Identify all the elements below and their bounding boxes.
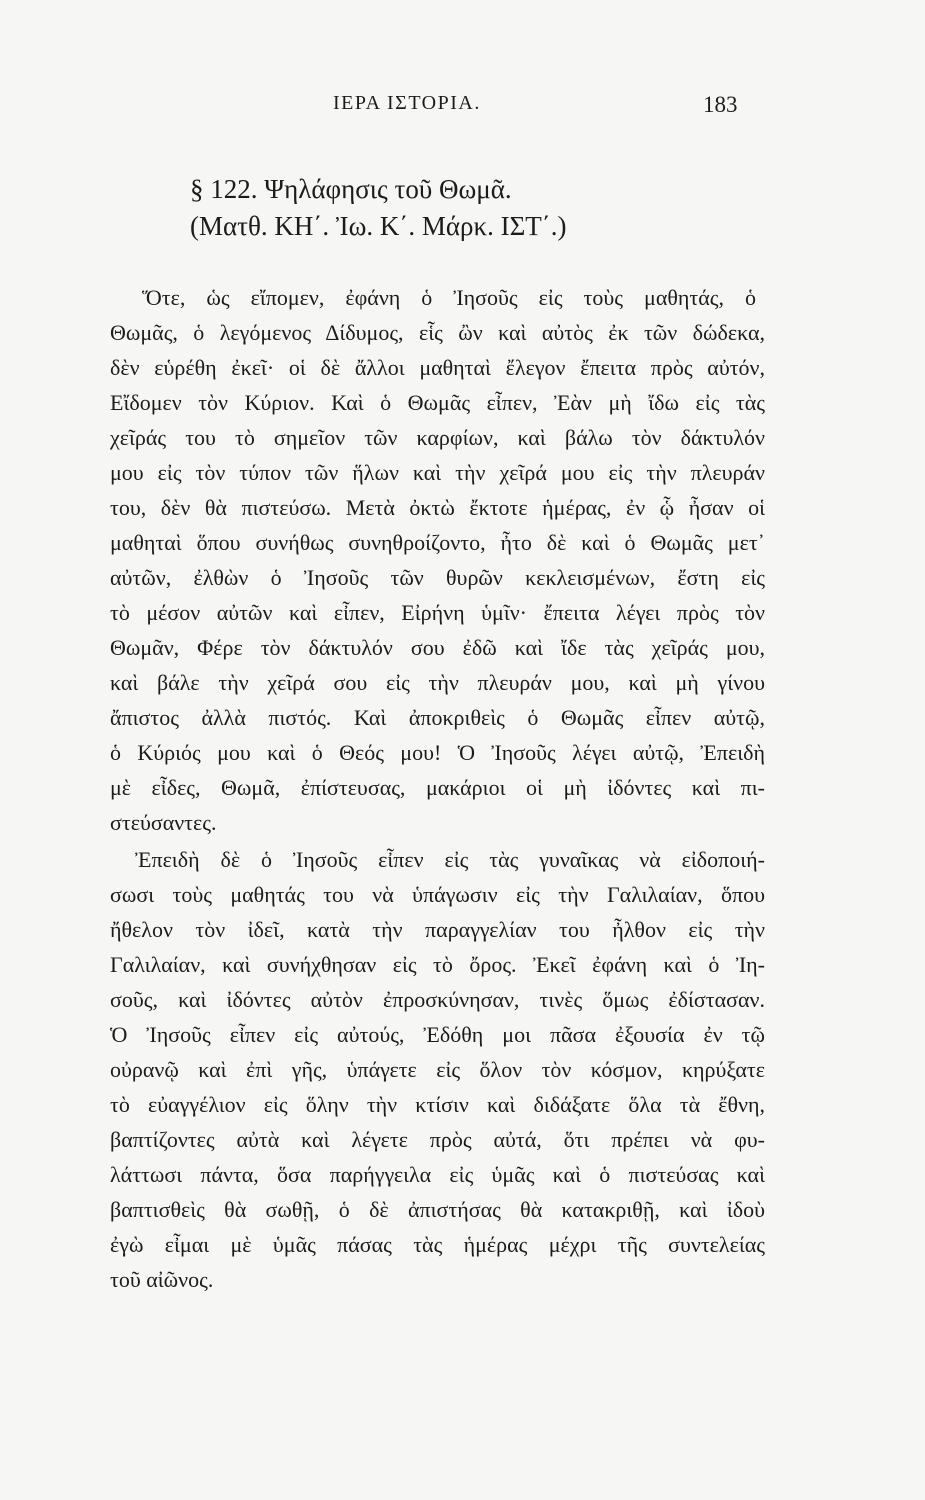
section-references: (Ματθ. ΚΗ΄. Ἰω. Κ΄. Μάρκ. ΙΣΤ΄.) [190, 211, 567, 241]
running-head [0, 92, 925, 122]
paragraph-1-line: Εἴδομεν τὸν Κύριον. Καὶ ὁ Θωμᾶς εἶπεν, Ἐὰν μὴ ἴδω εἰς τὰς [110, 390, 765, 415]
paragraph-1-line: δὲν εὑρέθη ἐκεῖ· οἱ δὲ ἄλλοι μαθηταὶ ἔλεγον ἔπειτα πρὸς αὐτόν, [110, 355, 765, 380]
paragraph-1-line: Θωμᾶς, ὁ λεγόμενος Δίδυμος, εἷς ὢν καὶ αὐτὸς ἐκ τῶν δώδεκα, [110, 320, 765, 345]
paragraph-2-line: σωσι τοὺς μαθητάς του νὰ ὑπάγωσιν εἰς τὴν Γαλιλαίαν, ὅπου [110, 882, 765, 907]
running-title: ΙΕΡΑ ΙΣΤΟΡΙΑ. [333, 92, 481, 114]
paragraph-2-line: τὸ εὐαγγέλιον εἰς ὅλην τὴν κτίσιν καὶ διδάξατε ὅλα τὰ ἔθνη, [110, 1092, 765, 1117]
paragraph-1-line: Θωμᾶν, Φέρε τὸν δάκτυλόν σου ἐδῶ καὶ ἴδε τὰς χεῖράς μου, [110, 635, 765, 660]
section-title: § 122. Ψηλάφησις τοῦ Θωμᾶ. [190, 174, 512, 204]
paragraph-1-line: χεῖράς του τὸ σημεῖον τῶν καρφίων, καὶ βάλω τὸν δάκτυλόν [110, 425, 765, 450]
paragraph-2-line: τοῦ αἰῶνος. [110, 1267, 214, 1292]
paragraph-1-line: στεύσαντες. [110, 810, 217, 835]
paragraph-1-line: καὶ βάλε τὴν χεῖρά σου εἰς τὴν πλευράν μου, καὶ μὴ γίνου [110, 670, 765, 695]
paragraph-2-line: Γαλιλαίαν, καὶ συνήχθησαν εἰς τὸ ὄρος. Ἐκεῖ ἐφάνη καὶ ὁ Ἰη- [110, 952, 765, 977]
paragraph-2-line: ἐγὼ εἶμαι μὲ ὑμᾶς πάσας τὰς ἡμέρας μέχρι τῆς συντελείας [110, 1232, 765, 1257]
paragraph-1-line: τὸ μέσον αὐτῶν καὶ εἶπεν, Εἰρήνη ὑμῖν· ἔπειτα λέγει πρὸς τὸν [110, 600, 765, 625]
paragraph-1-line: Ὅτε, ὡς εἴπομεν, ἐφάνη ὁ Ἰησοῦς εἰς τοὺς μαθητάς, ὁ [142, 285, 756, 310]
paragraph-2-line: βαπτίζοντες αὐτὰ καὶ λέγετε πρὸς αὐτά, ὅτι πρέπει νὰ φυ- [110, 1127, 765, 1152]
paragraph-2-line: λάττωσι πάντα, ὅσα παρήγγειλα εἰς ὑμᾶς καὶ ὁ πιστεύσας καὶ [110, 1162, 765, 1187]
paragraph-2-line: σοῦς, καὶ ἰδόντες αὐτὸν ἐπροσκύνησαν, τινὲς ὅμως ἐδίστασαν. [110, 987, 765, 1012]
section-heading [190, 170, 750, 244]
page-number: 183 [703, 92, 738, 117]
paragraph-1-line: μὲ εἶδες, Θωμᾶ, ἐπίστευσας, μακάριοι οἱ μὴ ἰδόντες καὶ πι- [110, 775, 765, 800]
paragraph-2-line: Ἐπειδὴ δὲ ὁ Ἰησοῦς εἶπεν εἰς τὰς γυναῖκας νὰ εἰδοποιή- [135, 847, 765, 872]
paragraph-1-line: ὁ Κύριός μου καὶ ὁ Θεός μου! Ὁ Ἰησοῦς λέγει αὐτῷ, Ἐπειδὴ [110, 740, 765, 765]
paragraph-2-line: ἤθελον τὸν ἰδεῖ, κατὰ τὴν παραγγελίαν του ἦλθον εἰς τὴν [110, 917, 765, 942]
paragraph-1-line: αὐτῶν, ἐλθὼν ὁ Ἰησοῦς τῶν θυρῶν κεκλεισμένων, ἔστη εἰς [110, 565, 765, 590]
paragraph-1-line: μαθηταὶ ὅπου συνήθως συνηθροίζοντο, ἦτο δὲ καὶ ὁ Θωμᾶς μετ᾽ [110, 530, 765, 555]
paragraph-2-line: Ὁ Ἰησοῦς εἶπεν εἰς αὐτούς, Ἐδόθη μοι πᾶσα ἐξουσία ἐν τῷ [110, 1022, 765, 1047]
paragraph-1-line: μου εἰς τὸν τύπον τῶν ἥλων καὶ τὴν χεῖρά μου εἰς τὴν πλευράν [110, 460, 765, 485]
paragraph-2-line: βαπτισθεὶς θὰ σωθῇ, ὁ δὲ ἀπιστήσας θὰ κατακριθῇ, καὶ ἰδοὺ [110, 1197, 765, 1222]
paragraph-1-line: του, δὲν θὰ πιστεύσω. Μετὰ ὀκτὼ ἔκτοτε ἡμέρας, ἐν ᾧ ἦσαν οἱ [110, 495, 765, 520]
paragraph-2-line: οὐρανῷ καὶ ἐπὶ γῆς, ὑπάγετε εἰς ὅλον τὸν κόσμον, κηρύξατε [110, 1057, 765, 1082]
paragraph-1-line: ἄπιστος ἀλλὰ πιστός. Καὶ ἀποκριθεὶς ὁ Θωμᾶς εἶπεν αὐτῷ, [110, 705, 765, 730]
